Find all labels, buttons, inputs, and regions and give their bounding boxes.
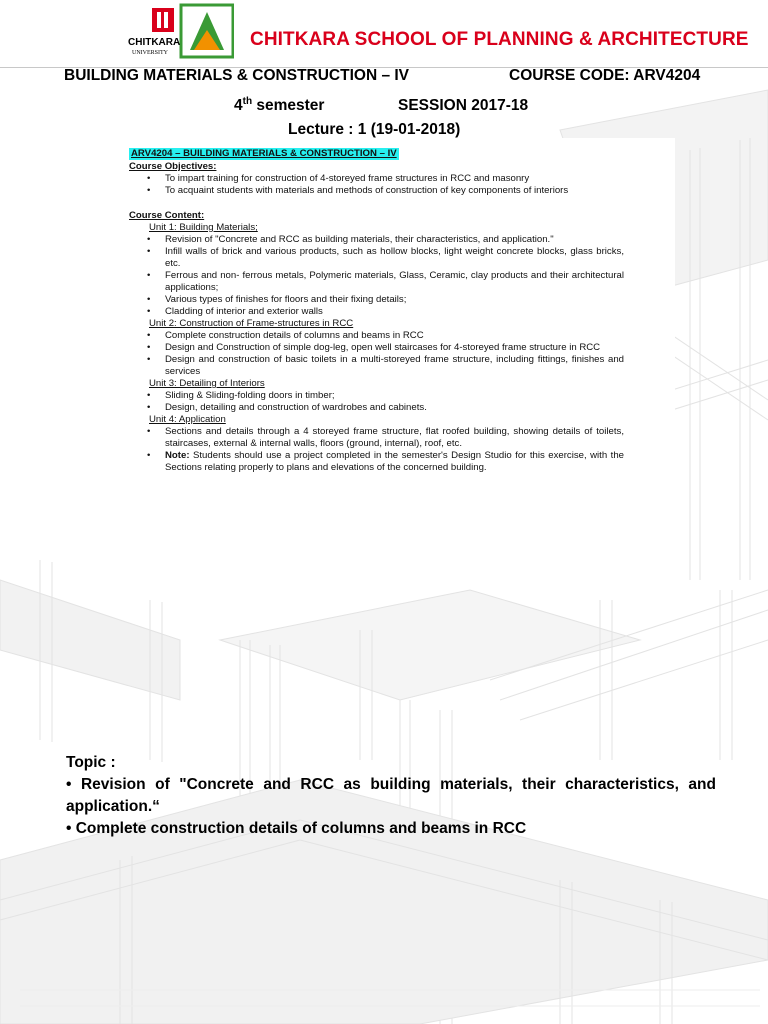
- list-item: • Ferrous and non- ferrous metals, Polymeric materials, Glass, Ceramic, clay products and their architectural applications;: [147, 270, 624, 294]
- list-item: • Cladding of interior and exterior walls: [147, 306, 624, 318]
- list-item: • Sections and details through a 4 storeyed frame structure, flat roofed building, showing details of toilets, staircases, external & internal walls, floors (ground, internal), roof, etc.: [147, 426, 624, 450]
- course-code: COURSE CODE: ARV4204: [509, 67, 701, 84]
- unit-2-title: Unit 2: Construction of Frame-structures in RCC: [149, 318, 354, 329]
- list-item: • Sliding & Sliding-folding doors in timber;: [147, 390, 624, 402]
- unit-4-title: Unit 4: Application: [149, 414, 226, 425]
- list-item: • To impart training for construction of 4-storeyed frame structures in RCC and masonry: [147, 173, 624, 185]
- topic-item: • Complete construction details of columns and beams in RCC: [66, 820, 527, 837]
- chitkara-logo: [126, 0, 234, 60]
- objectives-heading: Course Objectives:: [129, 161, 217, 172]
- unit-1-list: [129, 234, 624, 318]
- list-item: • Various types of finishes for floors and their fixing details;: [147, 294, 624, 306]
- semester: [234, 96, 324, 115]
- topic-item: • Revision of "Concrete and RCC as building materials, their characteristics, and application.“: [66, 776, 716, 815]
- list-item: • Design, detailing and construction of wardrobes and cabinets.: [147, 402, 624, 414]
- note-item: [147, 450, 624, 474]
- unit-2-list: [129, 330, 624, 378]
- list-item: • Design and construction of basic toilets in a multi-storeyed frame structure, including fittings, finishes and services: [147, 354, 624, 378]
- logo-mark-icon: [126, 0, 234, 60]
- syllabus-title: ARV4204 – BUILDING MATERIALS & CONSTRUCTION – IV: [131, 148, 397, 159]
- course-name: BUILDING MATERIALS & CONSTRUCTION – IV: [64, 67, 410, 84]
- unit-1-title: Unit 1: Building Materials;: [149, 222, 258, 233]
- list-item: • Infill walls of brick and various products, such as hollow blocks, light weight concrete blocks, glass bricks, etc.: [147, 246, 624, 270]
- lecture-info: Lecture : 1 (19-01-2018): [288, 121, 461, 138]
- header-banner: [126, 0, 749, 60]
- topic-heading: Topic :: [66, 754, 116, 771]
- unit-3-title: Unit 3: Detailing of Interiors: [149, 378, 265, 389]
- unit-3-list: [129, 390, 624, 414]
- logo-subtitle: UNIVERSITY: [132, 50, 168, 56]
- school-title: CHITKARA SCHOOL OF PLANNING & ARCHITECTURE: [250, 29, 749, 50]
- list-item: • To acquaint students with materials and methods of construction of key components of interiors: [147, 185, 624, 197]
- syllabus-document: [97, 138, 675, 576]
- session: SESSION 2017-18: [398, 97, 529, 114]
- note-label: Note:: [165, 450, 190, 461]
- list-item: • Revision of "Concrete and RCC as building materials, their characteristics, and application.": [147, 234, 624, 246]
- list-item: • Complete construction details of columns and beams in RCC: [147, 330, 624, 342]
- note-text: Students should use a project completed in the semester's Design Studio for this exercise, with the Sections relating properly to plans and elevations of the concerned building.: [165, 450, 624, 473]
- semester-word: semester: [252, 97, 325, 115]
- objectives-list: [129, 173, 624, 197]
- list-item: • Design and Construction of simple dog-leg, open well staircases for 4-storeyed frame structure in RCC: [147, 342, 624, 354]
- topic-section: [66, 752, 716, 840]
- semester-number: 4: [234, 97, 243, 115]
- semester-suffix: th: [242, 96, 253, 107]
- unit-4-list: [129, 426, 624, 474]
- logo-name: CHITKARA: [128, 37, 181, 48]
- content-heading: Course Content:: [129, 210, 205, 221]
